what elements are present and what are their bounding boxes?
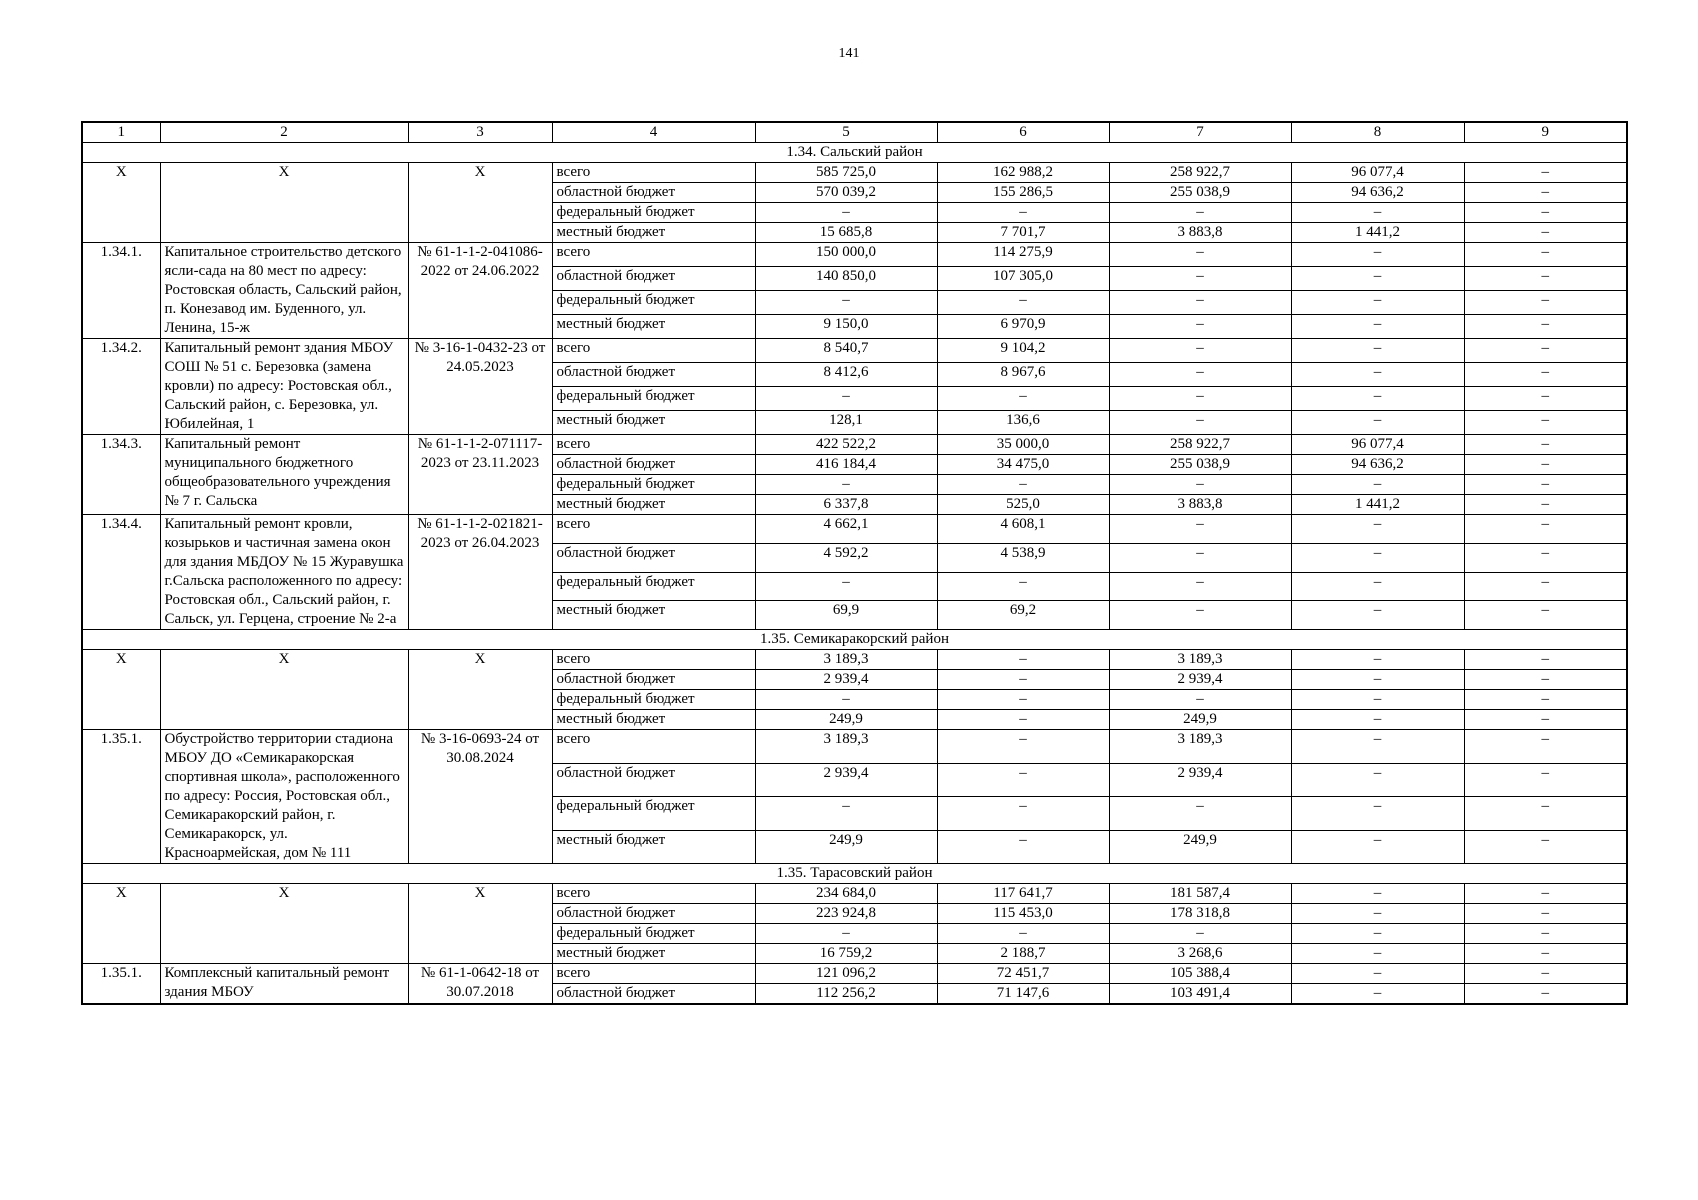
amount-cell: – bbox=[1109, 267, 1291, 291]
funding-source: местный бюджет bbox=[552, 830, 755, 864]
amount-cell: 115 453,0 bbox=[937, 904, 1109, 924]
amount-cell: – bbox=[1291, 291, 1464, 315]
amount-cell: 3 268,6 bbox=[1109, 944, 1291, 964]
funding-source: местный бюджет bbox=[552, 223, 755, 243]
object-name: Капитальный ремонт муниципального бюджетного общеобразовательного учреждения № 7 г. Сальска bbox=[160, 435, 408, 515]
section-title: 1.34. Сальский район bbox=[82, 143, 1627, 163]
funding-source: областной бюджет bbox=[552, 543, 755, 572]
document-reference: № 61-1-1-2-021821-2023 от 26.04.2023 bbox=[408, 515, 552, 630]
amount-cell: – bbox=[1291, 884, 1464, 904]
amount-cell: – bbox=[1464, 183, 1627, 203]
amount-cell: 3 189,3 bbox=[755, 730, 937, 764]
item-number: 1.35.1. bbox=[82, 730, 160, 864]
amount-cell: – bbox=[937, 572, 1109, 601]
amount-cell: – bbox=[755, 797, 937, 831]
amount-cell: – bbox=[1291, 243, 1464, 267]
amount-cell: 117 641,7 bbox=[937, 884, 1109, 904]
amount-cell: 4 592,2 bbox=[755, 543, 937, 572]
funding-source: всего bbox=[552, 730, 755, 764]
table-row bbox=[82, 964, 1627, 984]
amount-cell: – bbox=[1464, 243, 1627, 267]
amount-cell: – bbox=[1464, 363, 1627, 387]
document-reference: X bbox=[408, 163, 552, 243]
item-number: 1.34.4. bbox=[82, 515, 160, 630]
column-header: 8 bbox=[1291, 122, 1464, 143]
amount-cell: 7 701,7 bbox=[937, 223, 1109, 243]
amount-cell: – bbox=[937, 475, 1109, 495]
amount-cell: – bbox=[1291, 515, 1464, 544]
funding-source: всего bbox=[552, 964, 755, 984]
amount-cell: – bbox=[1291, 572, 1464, 601]
amount-cell: 178 318,8 bbox=[1109, 904, 1291, 924]
funding-source: федеральный бюджет bbox=[552, 387, 755, 411]
amount-cell: – bbox=[1109, 543, 1291, 572]
object-name: Капитальный ремонт кровли, козырьков и частичная замена окон для здания МБДОУ № 15 Журавушка г.Сальска расположенного по адресу: Ростовская обл., Сальский район, г. Сальск, ул. Герцена, строение № 2-а bbox=[160, 515, 408, 630]
funding-source: областной бюджет bbox=[552, 183, 755, 203]
funding-source: всего bbox=[552, 884, 755, 904]
amount-cell: – bbox=[1291, 387, 1464, 411]
amount-cell: 107 305,0 bbox=[937, 267, 1109, 291]
amount-cell: 258 922,7 bbox=[1109, 163, 1291, 183]
object-name: X bbox=[160, 163, 408, 243]
amount-cell: 2 939,4 bbox=[755, 670, 937, 690]
amount-cell: 258 922,7 bbox=[1109, 435, 1291, 455]
document-reference: № 61-1-1-2-041086-2022 от 24.06.2022 bbox=[408, 243, 552, 339]
item-number: 1.34.1. bbox=[82, 243, 160, 339]
amount-cell: 35 000,0 bbox=[937, 435, 1109, 455]
object-name: Обустройство территории стадиона МБОУ ДО «Семикаракорская спортивная школа», расположенного по адресу: Россия, Ростовская обл., Семикаракорский район, г. Семикаракорск, ул. Красноармейская, дом № 111 bbox=[160, 730, 408, 864]
amount-cell: – bbox=[1109, 797, 1291, 831]
amount-cell: – bbox=[1464, 495, 1627, 515]
amount-cell: – bbox=[1291, 690, 1464, 710]
item-number: 1.34.2. bbox=[82, 339, 160, 435]
amount-cell: 16 759,2 bbox=[755, 944, 937, 964]
amount-cell: – bbox=[1109, 475, 1291, 495]
amount-cell: – bbox=[1291, 315, 1464, 339]
funding-source: федеральный бюджет bbox=[552, 797, 755, 831]
funding-source: всего bbox=[552, 243, 755, 267]
amount-cell: 3 189,3 bbox=[1109, 730, 1291, 764]
amount-cell: 140 850,0 bbox=[755, 267, 937, 291]
amount-cell: 136,6 bbox=[937, 411, 1109, 435]
amount-cell: – bbox=[1109, 572, 1291, 601]
amount-cell: 570 039,2 bbox=[755, 183, 937, 203]
amount-cell: 96 077,4 bbox=[1291, 435, 1464, 455]
amount-cell: – bbox=[937, 291, 1109, 315]
column-header: 4 bbox=[552, 122, 755, 143]
amount-cell: – bbox=[755, 924, 937, 944]
column-header: 3 bbox=[408, 122, 552, 143]
amount-cell: 94 636,2 bbox=[1291, 455, 1464, 475]
funding-source: местный бюджет bbox=[552, 710, 755, 730]
amount-cell: – bbox=[1109, 690, 1291, 710]
amount-cell: – bbox=[1291, 650, 1464, 670]
item-number: 1.35.1. bbox=[82, 964, 160, 1005]
object-name: Капитальный ремонт здания МБОУ СОШ № 51 с. Березовка (замена кровли) по адресу: Ростовская обл., Сальский район, с. Березовка, ул. Юбилейная, 1 bbox=[160, 339, 408, 435]
funding-source: всего bbox=[552, 339, 755, 363]
amount-cell: 4 608,1 bbox=[937, 515, 1109, 544]
amount-cell: – bbox=[1464, 163, 1627, 183]
amount-cell: – bbox=[1464, 650, 1627, 670]
amount-cell: – bbox=[1464, 543, 1627, 572]
amount-cell: 3 883,8 bbox=[1109, 223, 1291, 243]
table-row bbox=[82, 650, 1627, 670]
amount-cell: – bbox=[1109, 601, 1291, 630]
amount-cell: – bbox=[1291, 475, 1464, 495]
amount-cell: – bbox=[1464, 690, 1627, 710]
funding-source: областной бюджет bbox=[552, 267, 755, 291]
table-row bbox=[82, 515, 1627, 544]
amount-cell: 94 636,2 bbox=[1291, 183, 1464, 203]
funding-source: всего bbox=[552, 515, 755, 544]
funding-source: областной бюджет bbox=[552, 984, 755, 1005]
amount-cell: – bbox=[937, 690, 1109, 710]
amount-cell: – bbox=[755, 475, 937, 495]
amount-cell: – bbox=[937, 710, 1109, 730]
amount-cell: – bbox=[1291, 924, 1464, 944]
page-number: 141 bbox=[838, 46, 860, 61]
amount-cell: – bbox=[1464, 203, 1627, 223]
funding-source: местный бюджет bbox=[552, 944, 755, 964]
amount-cell: – bbox=[1464, 515, 1627, 544]
amount-cell: 2 188,7 bbox=[937, 944, 1109, 964]
funding-source: всего bbox=[552, 163, 755, 183]
amount-cell: 69,9 bbox=[755, 601, 937, 630]
amount-cell: 71 147,6 bbox=[937, 984, 1109, 1005]
amount-cell: 234 684,0 bbox=[755, 884, 937, 904]
amount-cell: – bbox=[1291, 984, 1464, 1005]
amount-cell: 128,1 bbox=[755, 411, 937, 435]
table-row bbox=[82, 339, 1627, 363]
amount-cell: 121 096,2 bbox=[755, 964, 937, 984]
amount-cell: 181 587,4 bbox=[1109, 884, 1291, 904]
amount-cell: – bbox=[1291, 267, 1464, 291]
amount-cell: 4 538,9 bbox=[937, 543, 1109, 572]
amount-cell: 9 150,0 bbox=[755, 315, 937, 339]
amount-cell: – bbox=[1464, 411, 1627, 435]
amount-cell: – bbox=[1109, 924, 1291, 944]
amount-cell: 249,9 bbox=[1109, 710, 1291, 730]
amount-cell: – bbox=[1109, 363, 1291, 387]
amount-cell: – bbox=[1464, 884, 1627, 904]
column-header: 9 bbox=[1464, 122, 1627, 143]
funding-source: федеральный бюджет bbox=[552, 572, 755, 601]
amount-cell: – bbox=[937, 830, 1109, 864]
amount-cell: – bbox=[1291, 797, 1464, 831]
column-header: 7 bbox=[1109, 122, 1291, 143]
amount-cell: – bbox=[1291, 710, 1464, 730]
amount-cell: – bbox=[937, 763, 1109, 797]
funding-source: федеральный бюджет bbox=[552, 203, 755, 223]
object-name: X bbox=[160, 884, 408, 964]
item-number: X bbox=[82, 163, 160, 243]
document-reference: № 3-16-1-0432-23 от 24.05.2023 bbox=[408, 339, 552, 435]
amount-cell: – bbox=[1291, 944, 1464, 964]
amount-cell: – bbox=[1464, 267, 1627, 291]
amount-cell: 72 451,7 bbox=[937, 964, 1109, 984]
amount-cell: – bbox=[937, 387, 1109, 411]
amount-cell: 1 441,2 bbox=[1291, 495, 1464, 515]
amount-cell: – bbox=[1291, 339, 1464, 363]
funding-source: областной бюджет bbox=[552, 363, 755, 387]
amount-cell: – bbox=[1291, 904, 1464, 924]
amount-cell: – bbox=[1464, 339, 1627, 363]
funding-source: федеральный бюджет bbox=[552, 291, 755, 315]
amount-cell: 6 970,9 bbox=[937, 315, 1109, 339]
amount-cell: 34 475,0 bbox=[937, 455, 1109, 475]
column-header: 5 bbox=[755, 122, 937, 143]
amount-cell: – bbox=[1109, 203, 1291, 223]
header-row bbox=[82, 122, 1627, 143]
amount-cell: 112 256,2 bbox=[755, 984, 937, 1005]
document-reference: № 61-1-0642-18 от 30.07.2018 bbox=[408, 964, 552, 1005]
amount-cell: – bbox=[1291, 543, 1464, 572]
funding-source: всего bbox=[552, 650, 755, 670]
budget-table bbox=[81, 121, 1628, 1005]
amount-cell: 15 685,8 bbox=[755, 223, 937, 243]
amount-cell: 255 038,9 bbox=[1109, 183, 1291, 203]
amount-cell: – bbox=[1464, 763, 1627, 797]
object-name: X bbox=[160, 650, 408, 730]
amount-cell: 155 286,5 bbox=[937, 183, 1109, 203]
amount-cell: – bbox=[1464, 291, 1627, 315]
object-name: Комплексный капитальный ремонт здания МБОУ bbox=[160, 964, 408, 1005]
amount-cell: 3 883,8 bbox=[1109, 495, 1291, 515]
document-reference: X bbox=[408, 884, 552, 964]
table-row bbox=[82, 243, 1627, 267]
amount-cell: 249,9 bbox=[755, 710, 937, 730]
amount-cell: – bbox=[1464, 830, 1627, 864]
amount-cell: 3 189,3 bbox=[1109, 650, 1291, 670]
funding-source: областной бюджет bbox=[552, 904, 755, 924]
funding-source: федеральный бюджет bbox=[552, 475, 755, 495]
amount-cell: – bbox=[755, 572, 937, 601]
amount-cell: – bbox=[1109, 411, 1291, 435]
amount-cell: – bbox=[1291, 203, 1464, 223]
amount-cell: – bbox=[1464, 944, 1627, 964]
table-row bbox=[82, 163, 1627, 183]
amount-cell: – bbox=[755, 203, 937, 223]
amount-cell: – bbox=[1109, 339, 1291, 363]
amount-cell: – bbox=[1109, 291, 1291, 315]
amount-cell: – bbox=[1109, 515, 1291, 544]
funding-source: областной бюджет bbox=[552, 455, 755, 475]
amount-cell: 8 540,7 bbox=[755, 339, 937, 363]
section-title-row bbox=[82, 630, 1627, 650]
amount-cell: 223 924,8 bbox=[755, 904, 937, 924]
amount-cell: 1 441,2 bbox=[1291, 223, 1464, 243]
amount-cell: – bbox=[1291, 601, 1464, 630]
funding-source: местный бюджет bbox=[552, 315, 755, 339]
amount-cell: – bbox=[1464, 435, 1627, 455]
amount-cell: – bbox=[1464, 730, 1627, 764]
amount-cell: 162 988,2 bbox=[937, 163, 1109, 183]
amount-cell: – bbox=[1464, 475, 1627, 495]
amount-cell: 4 662,1 bbox=[755, 515, 937, 544]
amount-cell: 255 038,9 bbox=[1109, 455, 1291, 475]
column-header: 6 bbox=[937, 122, 1109, 143]
funding-source: местный бюджет bbox=[552, 411, 755, 435]
section-title-row bbox=[82, 864, 1627, 884]
table-row bbox=[82, 435, 1627, 455]
amount-cell: – bbox=[1464, 984, 1627, 1005]
amount-cell: 416 184,4 bbox=[755, 455, 937, 475]
funding-source: всего bbox=[552, 435, 755, 455]
amount-cell: 3 189,3 bbox=[755, 650, 937, 670]
amount-cell: – bbox=[1464, 223, 1627, 243]
amount-cell: – bbox=[937, 730, 1109, 764]
amount-cell: – bbox=[1464, 572, 1627, 601]
amount-cell: – bbox=[1291, 830, 1464, 864]
amount-cell: 69,2 bbox=[937, 601, 1109, 630]
amount-cell: – bbox=[1109, 315, 1291, 339]
funding-source: местный бюджет bbox=[552, 495, 755, 515]
item-number: X bbox=[82, 884, 160, 964]
amount-cell: – bbox=[937, 203, 1109, 223]
amount-cell: – bbox=[1464, 670, 1627, 690]
amount-cell: 422 522,2 bbox=[755, 435, 937, 455]
amount-cell: 525,0 bbox=[937, 495, 1109, 515]
amount-cell: – bbox=[1109, 387, 1291, 411]
amount-cell: – bbox=[1291, 363, 1464, 387]
item-number: X bbox=[82, 650, 160, 730]
amount-cell: 150 000,0 bbox=[755, 243, 937, 267]
amount-cell: – bbox=[1464, 924, 1627, 944]
funding-source: федеральный бюджет bbox=[552, 690, 755, 710]
document-reference: X bbox=[408, 650, 552, 730]
funding-source: областной бюджет bbox=[552, 670, 755, 690]
funding-source: федеральный бюджет bbox=[552, 924, 755, 944]
amount-cell: 8 967,6 bbox=[937, 363, 1109, 387]
amount-cell: 2 939,4 bbox=[1109, 763, 1291, 797]
amount-cell: – bbox=[1291, 670, 1464, 690]
amount-cell: – bbox=[1464, 455, 1627, 475]
amount-cell: 96 077,4 bbox=[1291, 163, 1464, 183]
amount-cell: – bbox=[1291, 763, 1464, 797]
amount-cell: – bbox=[1464, 315, 1627, 339]
section-title: 1.35. Семикаракорский район bbox=[82, 630, 1627, 650]
amount-cell: 8 412,6 bbox=[755, 363, 937, 387]
object-name: Капитальное строительство детского ясли-сада на 80 мест по адресу: Ростовская область, Сальский район, п. Конезавод им. Буденного, ул. Ленина, 15-ж bbox=[160, 243, 408, 339]
amount-cell: – bbox=[755, 690, 937, 710]
amount-cell: – bbox=[1464, 964, 1627, 984]
amount-cell: – bbox=[1464, 601, 1627, 630]
amount-cell: – bbox=[937, 924, 1109, 944]
table-row bbox=[82, 730, 1627, 764]
funding-source: местный бюджет bbox=[552, 601, 755, 630]
document-reference: № 61-1-1-2-071117-2023 от 23.11.2023 bbox=[408, 435, 552, 515]
item-number: 1.34.3. bbox=[82, 435, 160, 515]
amount-cell: – bbox=[1291, 411, 1464, 435]
document-reference: № 3-16-0693-24 от 30.08.2024 bbox=[408, 730, 552, 864]
amount-cell: 9 104,2 bbox=[937, 339, 1109, 363]
amount-cell: 6 337,8 bbox=[755, 495, 937, 515]
amount-cell: 2 939,4 bbox=[755, 763, 937, 797]
column-header: 2 bbox=[160, 122, 408, 143]
amount-cell: 585 725,0 bbox=[755, 163, 937, 183]
amount-cell: – bbox=[937, 797, 1109, 831]
column-header: 1 bbox=[82, 122, 160, 143]
amount-cell: – bbox=[755, 291, 937, 315]
amount-cell: 2 939,4 bbox=[1109, 670, 1291, 690]
amount-cell: – bbox=[1464, 797, 1627, 831]
section-title: 1.35. Тарасовский район bbox=[82, 864, 1627, 884]
amount-cell: – bbox=[1291, 964, 1464, 984]
amount-cell: – bbox=[755, 387, 937, 411]
amount-cell: 249,9 bbox=[755, 830, 937, 864]
amount-cell: 103 491,4 bbox=[1109, 984, 1291, 1005]
amount-cell: – bbox=[1464, 710, 1627, 730]
table-body bbox=[82, 122, 1627, 1004]
table-row bbox=[82, 884, 1627, 904]
funding-source: областной бюджет bbox=[552, 763, 755, 797]
amount-cell: – bbox=[937, 650, 1109, 670]
amount-cell: – bbox=[1464, 387, 1627, 411]
amount-cell: – bbox=[1464, 904, 1627, 924]
amount-cell: 105 388,4 bbox=[1109, 964, 1291, 984]
amount-cell: 249,9 bbox=[1109, 830, 1291, 864]
amount-cell: 114 275,9 bbox=[937, 243, 1109, 267]
amount-cell: – bbox=[1291, 730, 1464, 764]
amount-cell: – bbox=[1109, 243, 1291, 267]
section-title-row bbox=[82, 143, 1627, 163]
amount-cell: – bbox=[937, 670, 1109, 690]
